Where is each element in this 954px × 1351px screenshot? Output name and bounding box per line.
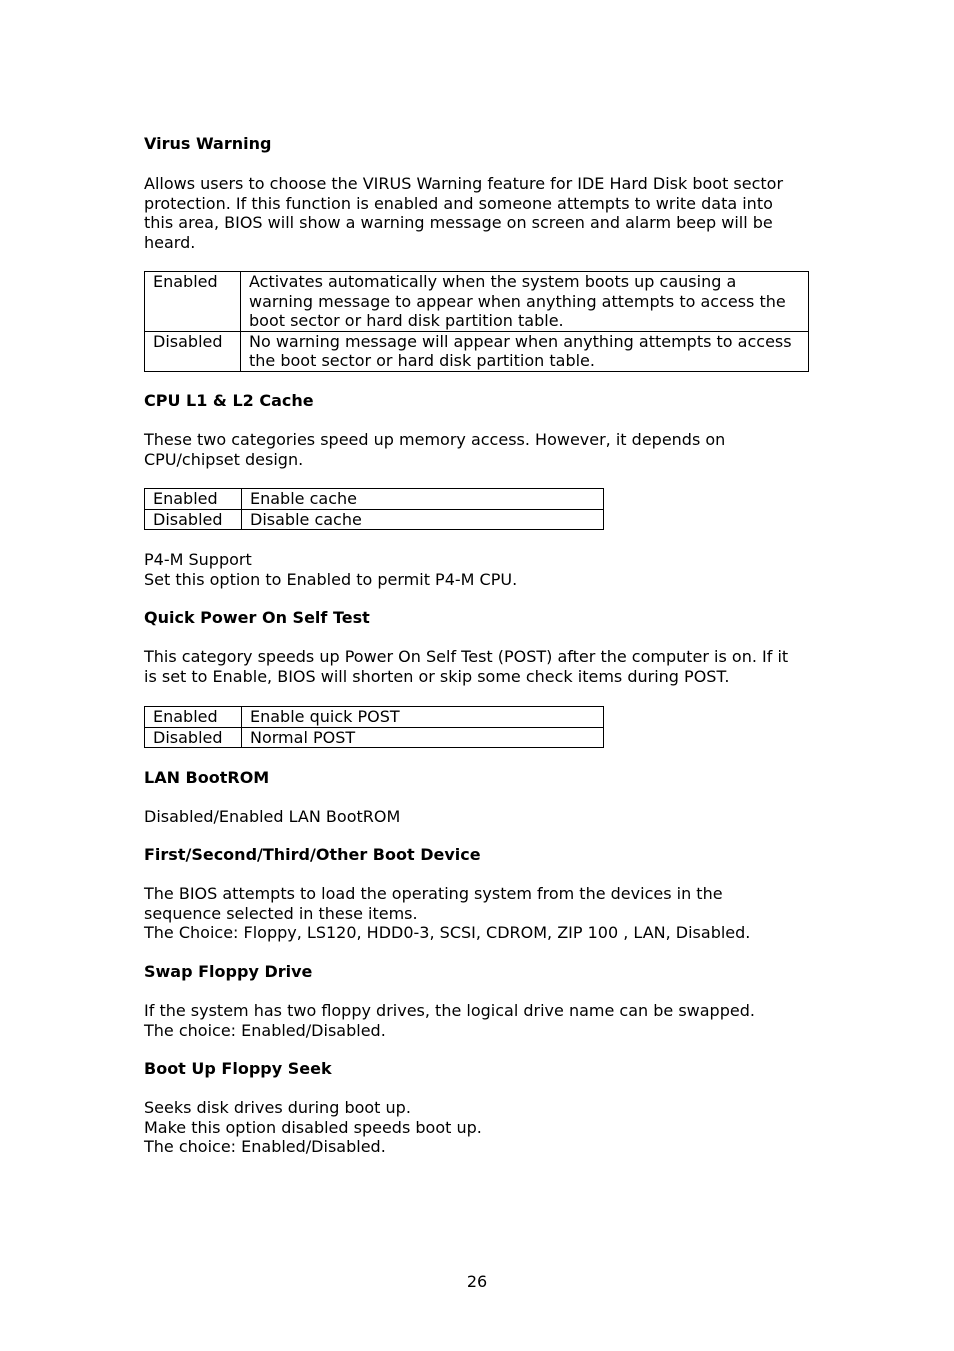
boot-device-heading: First/Second/Third/Other Boot Device <box>144 845 481 864</box>
p4m-support-text: P4-M Support Set this option to Enabled to permit P4-M CPU. <box>144 550 518 589</box>
cpu-cache-description: These two categories speed up memory access. However, it depends on CPU/chipset design. <box>144 430 726 469</box>
virus-warning-heading: Virus Warning <box>144 134 272 153</box>
swap-floppy-heading: Swap Floppy Drive <box>144 962 313 981</box>
option-cell: Disabled <box>145 331 241 371</box>
description-cell: No warning message will appear when anything attempts to access the boot sector or hard disk partition table. <box>241 331 809 371</box>
option-cell: Disabled <box>145 509 242 530</box>
option-cell: Disabled <box>145 727 242 748</box>
cpu-cache-heading: CPU L1 & L2 Cache <box>144 391 314 410</box>
table-row <box>145 489 604 510</box>
floppy-seek-description: Seeks disk drives during boot up. Make this option disabled speeds boot up. The choice: Enabled/Disabled. <box>144 1098 482 1157</box>
lan-bootrom-description: Disabled/Enabled LAN BootROM <box>144 807 401 826</box>
quick-post-description: This category speeds up Power On Self Test (POST) after the computer is on. If it is set to Enable, BIOS will shorten or skip some check items during POST. <box>144 647 789 686</box>
description-cell: Normal POST <box>242 727 604 748</box>
table-row <box>145 727 604 748</box>
floppy-seek-heading: Boot Up Floppy Seek <box>144 1059 332 1078</box>
lan-bootrom-heading: LAN BootROM <box>144 768 270 787</box>
boot-device-description: The BIOS attempts to load the operating system from the devices in the sequence selected in these items. The Choice: Floppy, LS120, HDD0-3, SCSI, CDROM, ZIP 100 , LAN, Disabled. <box>144 884 751 943</box>
description-cell: Enable cache <box>242 489 604 510</box>
page-number: 26 <box>466 1272 488 1291</box>
table-row <box>145 707 604 728</box>
table-row <box>145 509 604 530</box>
option-cell: Enabled <box>145 489 242 510</box>
description-cell: Enable quick POST <box>242 707 604 728</box>
description-cell: Activates automatically when the system boots up causing a warning message to appear when anything attempts to access the boot sector or hard disk partition table. <box>241 272 809 332</box>
option-cell: Enabled <box>145 707 242 728</box>
virus-warning-table <box>144 271 809 372</box>
quick-post-heading: Quick Power On Self Test <box>144 608 370 627</box>
table-row <box>145 272 809 332</box>
cpu-cache-table <box>144 488 604 530</box>
quick-post-table <box>144 706 604 748</box>
table-row <box>145 331 809 371</box>
description-cell: Disable cache <box>242 509 604 530</box>
virus-warning-description: Allows users to choose the VIRUS Warning feature for IDE Hard Disk boot sector protection. If this function is enabled and someone attempts to write data into this area, BIOS will show a warning message on screen and alarm beep will be heard. <box>144 174 784 252</box>
swap-floppy-description: If the system has two floppy drives, the logical drive name can be swapped. The choice: Enabled/Disabled. <box>144 1001 755 1040</box>
option-cell: Enabled <box>145 272 241 332</box>
